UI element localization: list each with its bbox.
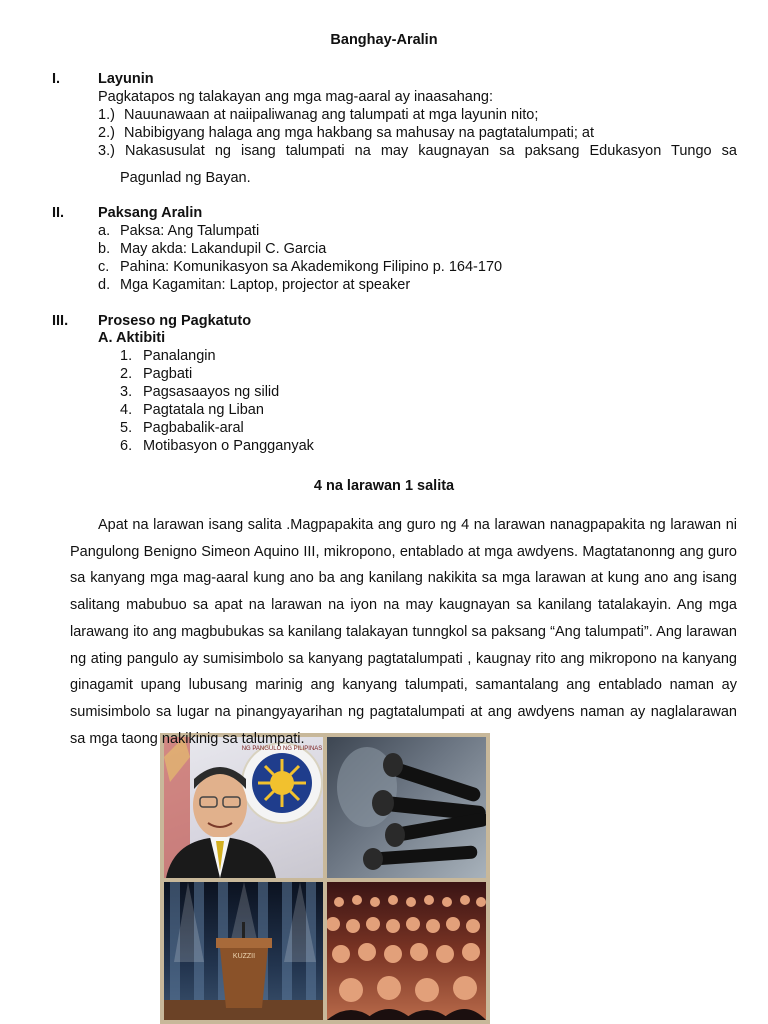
activity-text: Pagsasaayos ng silid [143,384,280,400]
president-illustration [164,737,323,878]
activity-item [120,438,314,454]
activity-item [120,366,192,382]
activity-item [120,348,216,364]
topic-text: May akda: Lakandupil C. Garcia [120,241,327,257]
activity-item [120,420,244,436]
activity-text: Pagbabalik-aral [143,420,244,436]
microphones-photo [327,737,486,878]
objective-text: Nauunawaan at naiipaliwanag ang talumpati at mga layunin nito; [124,107,539,123]
activity-number: 5. [120,420,133,436]
activity-item [120,384,279,400]
section-2-heading: Paksang Aralin [98,205,203,221]
topic-item-b [98,241,326,257]
section-2-number: II. [52,205,65,221]
topic-text: Mga Kagamitan: Laptop, projector at speaker [120,277,411,293]
topic-item-d [98,277,410,293]
four-pictures-collage [160,733,490,1024]
topic-text: Pahina: Komunikasyon sa Akademikong Filipino p. 164-170 [120,259,503,275]
topic-item-c [98,259,502,275]
activity-text: Pagbati [143,366,193,382]
stage-illustration [164,882,323,1020]
objective-text: Nabibigyang halaga ang mga hakbang sa mahusay na pagtatalumpati; at [124,125,594,141]
document-title: Banghay-Aralin [330,32,438,48]
activity-number: 3. [120,384,133,400]
activity-item [120,402,264,418]
audience-photo [327,882,486,1020]
activity-number: 2. [120,366,133,382]
topic-text: Paksa: Ang Talumpati [120,223,260,239]
topic-letter: d. [98,277,111,293]
topic-letter: a. [98,223,111,239]
objective-text: Nakasusulat ng isang talumpati na may kaugnayan sa paksang Edukasyon Tungo sa [124,143,737,159]
topic-item-a [98,223,259,239]
objective-number: 2.) [98,125,115,141]
seal-text: NG PANGULO NG PILIPINAS [241,746,323,752]
activity-text: Pagtatala ng Liban [143,402,264,418]
activity-text: Motibasyon o Pangganyak [143,438,314,454]
activity-subheading: A. Aktibiti [98,330,166,346]
section-3-number: III. [52,313,69,329]
activity-number: 6. [120,438,133,454]
microphones-illustration [327,737,486,878]
podium-label: KUZZII [232,953,256,960]
activity-number: 1. [120,348,133,364]
objective-number: 3.) [98,143,115,159]
topic-letter: c. [98,259,110,275]
activity-description-text: Apat na larawan isang salita .Magpapakita ang guro ng 4 na larawan nanagpapakita ng larawan ni Pangulong Benigno Simeon Aquino III, mikropono, entablado at mga awdyens. Magtatanonng ang guro sa kanyang mga mag-aaral kung ano ba ang kanilang nakikita sa mga larawan at kung ano ang isang salitang mabubuo sa apat na larawan na iyon na may kaugnayan sa kanilang tatalakayin. Ang mga larawang ito ang magbubukas sa kanilang talakayan tunngkol sa paksang “Ang talumpati”. Ang larawan ng ating pangulo ay sumisimbolo sa kanyang pagtatalumpati , kaugnay rito ang mikropono na kanyang ginagamit upang lubusang marinig ang kanyang talumpati, samantalang ang entablado naman ay sumisimbolo sa lugar na pinangyayarihan ng pagtatalumpati at ang awdyens naman ay naglalarawan sa mga taong nakikinig sa talumpati. [70,517,737,747]
section-1-number: I. [52,71,61,87]
objective-item-3 [98,143,737,159]
objective-item-1 [98,107,538,123]
activity-number: 4. [120,402,133,418]
game-title: 4 na larawan 1 salita [313,478,455,494]
section-1-heading: Layunin [98,71,154,87]
objective-item-2 [98,125,594,141]
audience-illustration [327,882,486,1020]
activity-text: Panalangin [143,348,216,364]
objective-item-3-continuation: Pagunlad ng Bayan. [120,170,251,186]
objective-number: 1.) [98,107,115,123]
topic-letter: b. [98,241,111,257]
section-1-intro: Pagkatapos ng talakayan ang mga mag-aaral ay inaasahang: [98,89,493,105]
section-3-heading: Proseso ng Pagkatuto [98,313,252,329]
stage-podium-photo [164,882,323,1020]
president-photo [164,737,323,878]
activity-description [70,512,737,752]
